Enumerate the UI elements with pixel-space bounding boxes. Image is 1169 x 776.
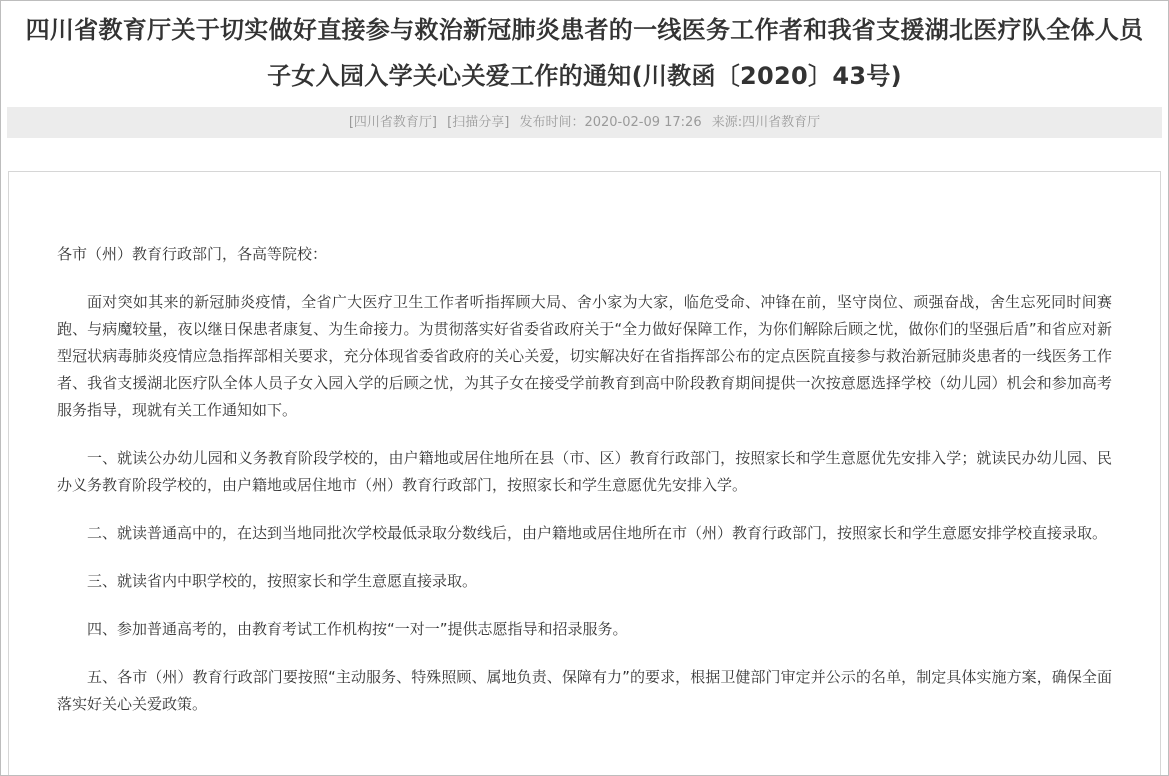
salutation: 各市（州）教育行政部门，各高等院校： [57, 245, 328, 263]
paragraph-item-3: 三、就读省内中职学校的，按照家长和学生意愿直接录取。 [87, 572, 478, 590]
article-body [8, 171, 1161, 776]
publish-time: 发布时间：2020-02-09 17:26 [519, 115, 702, 130]
paragraph-item-1: 一、就读公办幼儿园和义务教育阶段学校的，由户籍地或居住地所在县（市、区）教育行政部门，按照家长和学生意愿优先安排入学；就读民办幼儿园、民办义务教育阶段学校的，由户籍地或居住地市（州）教育行政部门，按照家长和学生意愿优先安排入学。 [57, 449, 1112, 494]
scan-share-link[interactable]: [扫描分享] [447, 115, 510, 130]
article-source: 来源:四川省教育厅 [711, 115, 821, 130]
paragraph-item-4: 四、参加普通高考的，由教育考试工作机构按“一对一”提供志愿指导和招录服务。 [87, 620, 628, 638]
article-meta-bar [7, 107, 1162, 138]
page-title [1, 1, 1168, 99]
paragraph-item-5: 五、各市（州）教育行政部门要按照“主动服务、特殊照顾、属地负责、保障有力”的要求，根据卫健部门审定并公示的名单，制定具体实施方案，确保全面落实好关心关爱政策。 [57, 668, 1112, 713]
paragraph-intro: 面对突如其来的新冠肺炎疫情，全省广大医疗卫生工作者听指挥顾大局、舍小家为大家，临危受命、冲锋在前，坚守岗位、顽强奋战，舍生忘死同时间赛跑、与病魔较量，夜以继日保患者康复、为生命接力。为贯彻落实好省委省政府关于“全力做好保障工作，为你们解除后顾之忧，做你们的坚强后盾”和省应对新型冠状病毒肺炎疫情应急指挥部相关要求，充分体现省委省政府的关心关爱，切实解决好在省指挥部公布的定点医院直接参与救治新冠肺炎患者的一线医务工作者、我省支援湖北医疗队全体人员子女入园入学的后顾之忧，为其子女在接受学前教育到高中阶段教育期间提供一次按意愿选择学校（幼儿园）机会和参加高考服务指导，现就有关工作通知如下。 [57, 293, 1112, 419]
page-title-line2: 子女入园入学关心关爱工作的通知(川教函〔2020〕43号) [267, 62, 902, 90]
paragraph-item-2: 二、就读普通高中的，在达到当地同批次学校最低录取分数线后，由户籍地或居住地所在市（州）教育行政部门，按照家长和学生意愿安排学校直接录取。 [87, 524, 1108, 542]
source-tag-link[interactable]: [四川省教育厅] [348, 115, 438, 130]
page-title-line1: 四川省教育厅关于切实做好直接参与救治新冠肺炎患者的一线医务工作者和我省支援湖北医疗队全体人员 [25, 16, 1144, 44]
